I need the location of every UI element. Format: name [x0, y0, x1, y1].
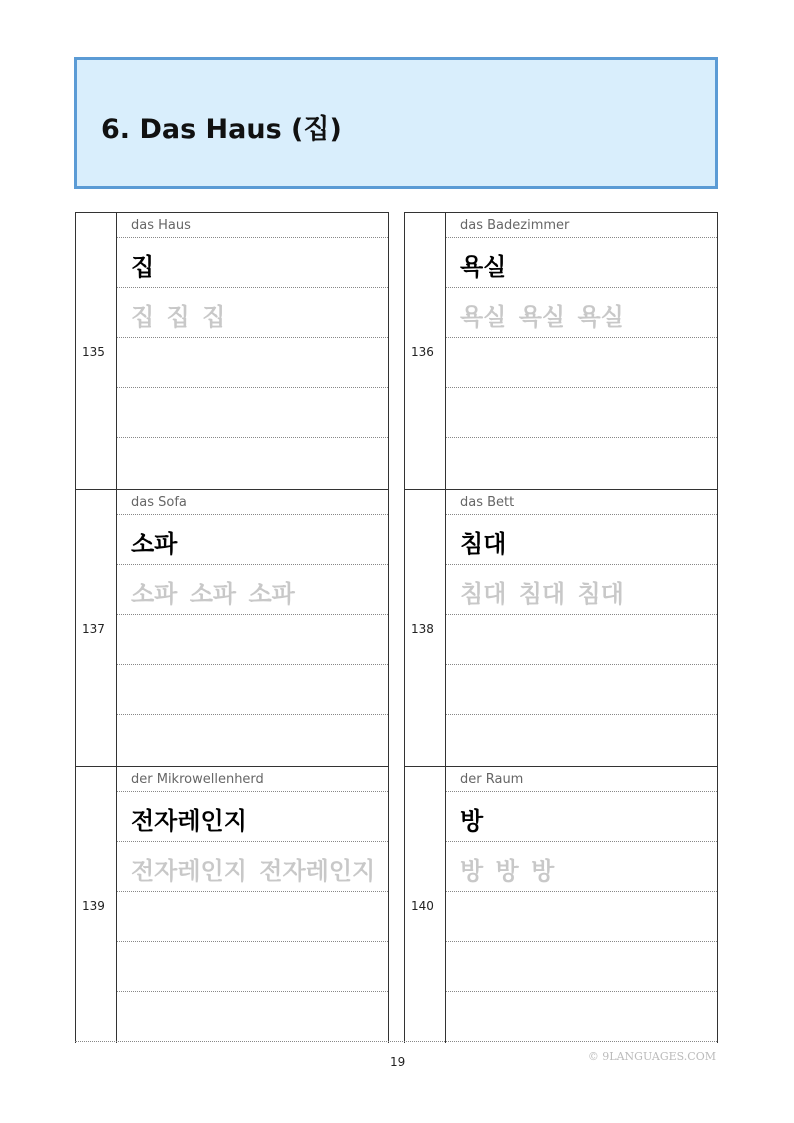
- writing-line[interactable]: [446, 942, 717, 992]
- vocab-card-140: [404, 766, 718, 1043]
- vocab-number: 139: [82, 899, 105, 913]
- vocab-number: 135: [82, 345, 105, 359]
- title-box: [74, 57, 718, 189]
- vocab-number: 137: [82, 622, 105, 636]
- trace-text: 침대 침대 침대: [460, 580, 624, 608]
- writing-line[interactable]: [117, 942, 388, 992]
- vocab-number: 138: [411, 622, 434, 636]
- korean-word: 욕실: [460, 253, 507, 281]
- german-word: das Badezimmer: [460, 218, 570, 233]
- vocab-card-137: [75, 489, 389, 766]
- trace-row: [446, 565, 717, 615]
- page-number: 19: [390, 1055, 406, 1069]
- korean-row: [446, 238, 717, 288]
- number-column: [76, 213, 117, 489]
- korean-row: [117, 792, 388, 842]
- german-word: das Bett: [460, 495, 515, 510]
- german-word: das Sofa: [131, 495, 187, 510]
- german-word: der Mikrowellenherd: [131, 772, 264, 787]
- trace-row: [117, 842, 388, 892]
- writing-line[interactable]: [117, 892, 388, 942]
- trace-row: [446, 842, 717, 892]
- trace-row: [446, 288, 717, 338]
- german-row: [117, 490, 388, 515]
- writing-line[interactable]: [117, 338, 388, 388]
- korean-word: 소파: [131, 530, 178, 558]
- trace-row: [117, 288, 388, 338]
- korean-word: 방: [460, 807, 484, 835]
- number-column: [405, 767, 446, 1043]
- writing-line[interactable]: [446, 992, 717, 1042]
- writing-line[interactable]: [446, 665, 717, 715]
- korean-word: 집: [131, 253, 155, 281]
- german-row: [117, 767, 388, 792]
- number-column: [405, 490, 446, 766]
- korean-row: [446, 515, 717, 565]
- writing-line[interactable]: [446, 388, 717, 438]
- vocab-number: 136: [411, 345, 434, 359]
- vocab-card-139: [75, 766, 389, 1043]
- bottom-divider: [75, 1041, 717, 1042]
- writing-line[interactable]: [446, 615, 717, 665]
- vocab-card-135: [75, 212, 389, 489]
- german-row: [446, 490, 717, 515]
- writing-line[interactable]: [117, 615, 388, 665]
- writing-line[interactable]: [446, 438, 717, 488]
- copyright-notice: © 9LANGUAGES.COM: [587, 1050, 716, 1063]
- trace-text: 욕실 욕실 욕실: [460, 303, 624, 331]
- trace-text: 집 집 집: [131, 303, 226, 331]
- korean-word: 침대: [460, 530, 507, 558]
- writing-line[interactable]: [117, 438, 388, 488]
- number-column: [76, 490, 117, 766]
- page-title: 6. Das Haus (집): [101, 114, 342, 145]
- vocab-number: 140: [411, 899, 434, 913]
- writing-line[interactable]: [117, 715, 388, 765]
- writing-line[interactable]: [446, 715, 717, 765]
- writing-line[interactable]: [117, 665, 388, 715]
- vocab-card-138: [404, 489, 718, 766]
- german-word: das Haus: [131, 218, 191, 233]
- korean-word: 전자레인지: [131, 807, 247, 835]
- number-column: [76, 767, 117, 1043]
- writing-line[interactable]: [117, 388, 388, 438]
- writing-line[interactable]: [117, 992, 388, 1042]
- korean-row: [446, 792, 717, 842]
- trace-text: 소파 소파 소파: [131, 580, 295, 608]
- trace-text: 방 방 방: [460, 857, 555, 885]
- vocab-card-136: [404, 212, 718, 489]
- german-word: der Raum: [460, 772, 524, 787]
- number-column: [405, 213, 446, 489]
- german-row: [446, 213, 717, 238]
- trace-text: 전자레인지 전자레인지: [131, 857, 376, 885]
- german-row: [117, 213, 388, 238]
- korean-row: [117, 238, 388, 288]
- writing-line[interactable]: [446, 892, 717, 942]
- trace-row: [117, 565, 388, 615]
- korean-row: [117, 515, 388, 565]
- german-row: [446, 767, 717, 792]
- writing-line[interactable]: [446, 338, 717, 388]
